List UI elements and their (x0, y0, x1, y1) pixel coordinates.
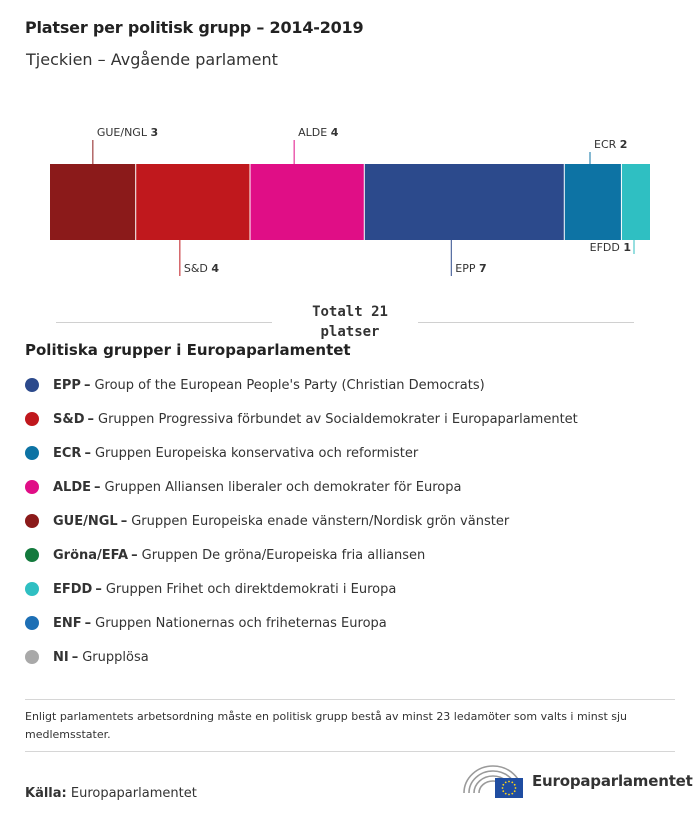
stacked-seat-bar-chart (0, 100, 700, 290)
chart-title: Platser per politisk grupp – 2014-2019 (25, 18, 364, 37)
segment-label-gue-ngl: GUE/NGL 3 (96, 126, 159, 139)
europarl-logo (460, 762, 693, 800)
source (25, 786, 197, 801)
legend-dash: – (95, 581, 102, 597)
legend-group-name: Gruppen De gröna/Europeiska fria alliansen (141, 547, 426, 563)
legend-abbr: ALDE (53, 479, 92, 495)
legend-group-name: Grupplösa (82, 649, 149, 665)
legend-swatch-icon (25, 616, 39, 630)
bar-segment-s-d (136, 164, 250, 240)
legend-abbr: GUE/NGL (53, 513, 118, 529)
legend-group-name: Gruppen Frihet och direktdemokrati i Europa (105, 581, 397, 597)
segment-label-epp: EPP 7 (455, 262, 487, 275)
segment-label-s-d: S&D 4 (183, 262, 220, 275)
legend-item-s-d (25, 402, 578, 436)
legend-item-ecr (25, 436, 578, 470)
legend-abbr: EPP (53, 377, 81, 393)
bar-segment-efdd (621, 164, 650, 240)
legend-swatch-icon (25, 582, 39, 596)
total-divider-left (56, 322, 272, 323)
legend-item-gr-na-efa (25, 538, 578, 572)
legend-dash: – (120, 513, 128, 529)
total-divider-right (418, 322, 634, 323)
legend-group-name: Gruppen Nationernas och friheternas Europa (95, 615, 387, 631)
total-seats-label: Totalt 21 platser (312, 304, 388, 340)
segment-label-efdd: EFDD 1 (589, 241, 631, 254)
legend-item-efdd (25, 572, 578, 606)
legend-dash: – (83, 377, 91, 393)
note-bottom-divider (25, 751, 675, 752)
legend-group-name: Group of the European People's Party (Christian Democrats) (94, 377, 485, 393)
legend-item-epp (25, 368, 578, 402)
bar-segment-ecr (564, 164, 621, 240)
legend-dash: – (94, 479, 101, 495)
legend-dash: – (87, 411, 94, 427)
bar-segment-epp (364, 164, 564, 240)
parliament-hemicycle-icon (460, 762, 526, 800)
segment-label-ecr: ECR 2 (594, 138, 628, 151)
legend-abbr: NI (53, 649, 69, 665)
legend-item-enf (25, 606, 578, 640)
legend-item-alde (25, 470, 578, 504)
legend-group-name: Gruppen Alliansen liberaler och demokrater för Europa (104, 479, 462, 495)
segment-label-alde: ALDE 4 (298, 126, 339, 139)
source-label: Källa: (25, 786, 67, 801)
legend-abbr: EFDD (53, 581, 93, 597)
legend-dash: – (71, 649, 79, 665)
legend-abbr: ECR (53, 445, 82, 461)
legend-swatch-icon (25, 480, 39, 494)
legend-abbr: Gröna/EFA (53, 547, 129, 563)
legend (25, 368, 578, 674)
note-top-divider (25, 699, 675, 700)
logo-text: Europaparlamentet (532, 772, 693, 790)
legend-item-ni (25, 640, 578, 674)
legend-swatch-icon (25, 514, 39, 528)
legend-dash: – (84, 615, 92, 631)
legend-swatch-icon (25, 548, 39, 562)
legend-title: Politiska grupper i Europaparlamentet (25, 341, 351, 359)
legend-dash: – (131, 547, 138, 563)
bar-segment-alde (250, 164, 364, 240)
legend-abbr: ENF (53, 615, 82, 631)
legend-dash: – (84, 445, 91, 461)
legend-group-name: Gruppen Europeiska enade vänstern/Nordisk grön vänster (131, 513, 510, 529)
legend-swatch-icon (25, 412, 39, 426)
legend-swatch-icon (25, 650, 39, 664)
chart-subtitle: Tjeckien – Avgående parlament (26, 50, 278, 69)
legend-group-name: Gruppen Progressiva förbundet av Socialdemokrater i Europaparlamentet (98, 411, 578, 427)
legend-swatch-icon (25, 378, 39, 392)
legend-item-gue-ngl (25, 504, 578, 538)
bar-segment-gue-ngl (50, 164, 136, 240)
footnote: Enligt parlamentets arbetsordning måste en politisk grupp bestå av minst 23 ledamöter som valts i minst sju medlemsstater. (25, 710, 628, 741)
legend-swatch-icon (25, 446, 39, 460)
legend-abbr: S&D (53, 411, 85, 427)
source-value: Europaparlamentet (70, 786, 197, 801)
legend-group-name: Gruppen Europeiska konservativa och reformister (94, 445, 419, 461)
